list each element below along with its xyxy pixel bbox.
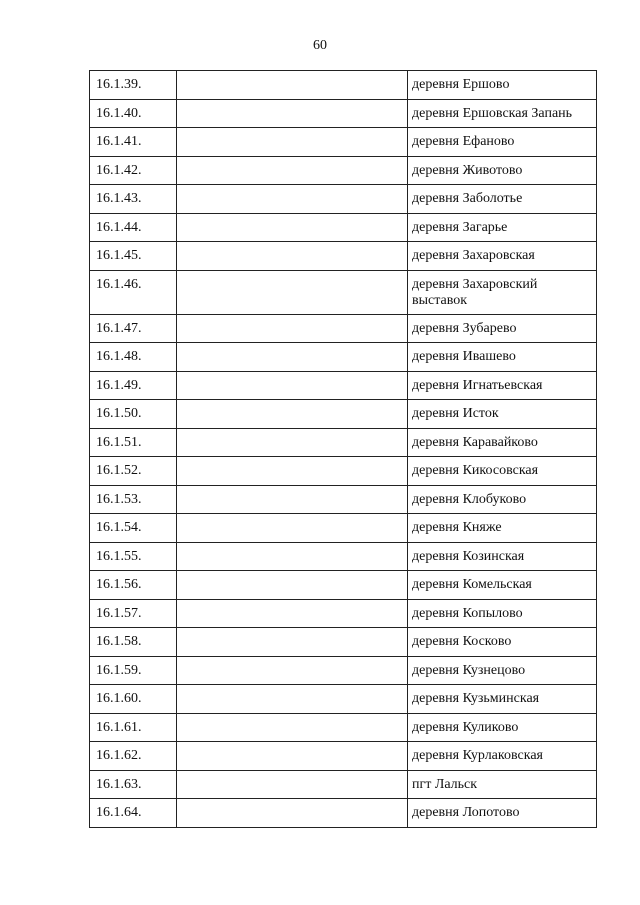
- table-row: [90, 270, 597, 314]
- row-settlement-name: деревня Клобуково: [408, 485, 597, 514]
- row-number: 16.1.62.: [90, 742, 177, 771]
- row-number: 16.1.51.: [90, 428, 177, 457]
- table-row: [90, 542, 597, 571]
- row-empty-cell: [177, 571, 408, 600]
- row-number: 16.1.42.: [90, 156, 177, 185]
- row-settlement-name: деревня Загарье: [408, 213, 597, 242]
- row-settlement-name: деревня Ивашево: [408, 343, 597, 372]
- row-empty-cell: [177, 71, 408, 100]
- table-row: [90, 742, 597, 771]
- row-empty-cell: [177, 213, 408, 242]
- row-empty-cell: [177, 485, 408, 514]
- row-empty-cell: [177, 270, 408, 314]
- row-settlement-name: деревня Ершово: [408, 71, 597, 100]
- row-number: 16.1.59.: [90, 656, 177, 685]
- table-row: [90, 599, 597, 628]
- row-empty-cell: [177, 656, 408, 685]
- row-empty-cell: [177, 185, 408, 214]
- row-settlement-name: деревня Козинская: [408, 542, 597, 571]
- row-settlement-name: деревня Косково: [408, 628, 597, 657]
- table-row: [90, 713, 597, 742]
- table-row: [90, 156, 597, 185]
- row-number: 16.1.55.: [90, 542, 177, 571]
- table-row: [90, 457, 597, 486]
- row-settlement-name: деревня Копылово: [408, 599, 597, 628]
- row-number: 16.1.63.: [90, 770, 177, 799]
- table-row: [90, 99, 597, 128]
- table-row: [90, 514, 597, 543]
- row-empty-cell: [177, 713, 408, 742]
- row-settlement-name: деревня Исток: [408, 400, 597, 429]
- row-empty-cell: [177, 770, 408, 799]
- row-settlement-name: деревня Кузьминская: [408, 685, 597, 714]
- table-row: [90, 400, 597, 429]
- row-empty-cell: [177, 400, 408, 429]
- row-empty-cell: [177, 742, 408, 771]
- row-number: 16.1.58.: [90, 628, 177, 657]
- table-row: [90, 656, 597, 685]
- row-empty-cell: [177, 99, 408, 128]
- row-settlement-name: деревня Курлаковская: [408, 742, 597, 771]
- table-row: [90, 213, 597, 242]
- row-settlement-name: деревня Захаровский выставок: [408, 270, 597, 314]
- row-number: 16.1.49.: [90, 371, 177, 400]
- row-number: 16.1.57.: [90, 599, 177, 628]
- table-row: [90, 571, 597, 600]
- row-empty-cell: [177, 628, 408, 657]
- table-row: [90, 128, 597, 157]
- table-row: [90, 628, 597, 657]
- table-row: [90, 371, 597, 400]
- table-row: [90, 428, 597, 457]
- row-settlement-name: деревня Игнатьевская: [408, 371, 597, 400]
- table-row: [90, 242, 597, 271]
- row-number: 16.1.43.: [90, 185, 177, 214]
- row-empty-cell: [177, 314, 408, 343]
- row-number: 16.1.46.: [90, 270, 177, 314]
- row-number: 16.1.44.: [90, 213, 177, 242]
- row-empty-cell: [177, 128, 408, 157]
- row-settlement-name: деревня Кузнецово: [408, 656, 597, 685]
- row-settlement-name: деревня Каравайково: [408, 428, 597, 457]
- row-number: 16.1.60.: [90, 685, 177, 714]
- settlements-table-body: [90, 71, 597, 828]
- row-empty-cell: [177, 542, 408, 571]
- table-row: [90, 485, 597, 514]
- row-settlement-name: деревня Лопотово: [408, 799, 597, 828]
- row-settlement-name: деревня Ершовская Запань: [408, 99, 597, 128]
- row-settlement-name: деревня Княже: [408, 514, 597, 543]
- row-number: 16.1.52.: [90, 457, 177, 486]
- row-number: 16.1.45.: [90, 242, 177, 271]
- row-settlement-name: деревня Захаровская: [408, 242, 597, 271]
- table-row: [90, 685, 597, 714]
- row-empty-cell: [177, 428, 408, 457]
- row-number: 16.1.48.: [90, 343, 177, 372]
- row-empty-cell: [177, 799, 408, 828]
- table-row: [90, 343, 597, 372]
- row-empty-cell: [177, 685, 408, 714]
- row-empty-cell: [177, 343, 408, 372]
- row-settlement-name: деревня Кикосовская: [408, 457, 597, 486]
- row-empty-cell: [177, 156, 408, 185]
- row-empty-cell: [177, 371, 408, 400]
- row-empty-cell: [177, 457, 408, 486]
- row-empty-cell: [177, 242, 408, 271]
- row-settlement-name: деревня Зубарево: [408, 314, 597, 343]
- row-settlement-name: пгт Лальск: [408, 770, 597, 799]
- table-row: [90, 799, 597, 828]
- row-empty-cell: [177, 514, 408, 543]
- row-settlement-name: деревня Заболотье: [408, 185, 597, 214]
- row-number: 16.1.47.: [90, 314, 177, 343]
- row-number: 16.1.41.: [90, 128, 177, 157]
- table-row: [90, 770, 597, 799]
- row-number: 16.1.40.: [90, 99, 177, 128]
- row-settlement-name: деревня Животово: [408, 156, 597, 185]
- row-settlement-name: деревня Куликово: [408, 713, 597, 742]
- row-number: 16.1.64.: [90, 799, 177, 828]
- row-empty-cell: [177, 599, 408, 628]
- row-settlement-name: деревня Комельская: [408, 571, 597, 600]
- table-row: [90, 314, 597, 343]
- row-number: 16.1.53.: [90, 485, 177, 514]
- page-number: 60: [313, 38, 327, 53]
- row-number: 16.1.61.: [90, 713, 177, 742]
- row-number: 16.1.39.: [90, 71, 177, 100]
- row-number: 16.1.54.: [90, 514, 177, 543]
- table-row: [90, 71, 597, 100]
- table-row: [90, 185, 597, 214]
- row-settlement-name: деревня Ефаново: [408, 128, 597, 157]
- row-number: 16.1.56.: [90, 571, 177, 600]
- row-number: 16.1.50.: [90, 400, 177, 429]
- settlements-table: [89, 70, 597, 828]
